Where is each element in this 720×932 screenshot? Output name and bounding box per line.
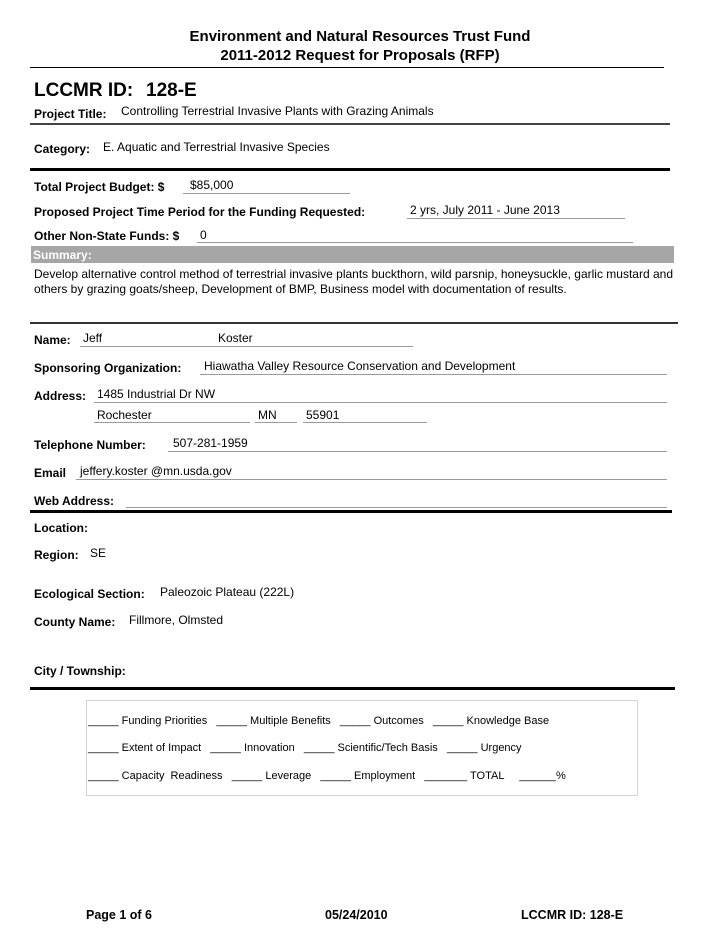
lccmr-id-value: 128-E	[146, 80, 197, 101]
web-address-underline	[126, 507, 667, 508]
time-period-value: 2 yrs, July 2011 - June 2013	[410, 203, 560, 217]
category-value: E. Aquatic and Terrestrial Invasive Species	[103, 140, 330, 154]
sponsor-org-value: Hiawatha Valley Resource Conservation and Development	[204, 359, 516, 373]
budget-underline	[183, 193, 350, 194]
non-state-underline	[197, 242, 633, 243]
scoring-row-1: _____ Funding Priorities _____ Multiple Benefits _____ Outcomes _____ Knowledge Base	[88, 715, 550, 727]
last-name-value: Koster	[218, 331, 253, 345]
name-underline	[80, 346, 413, 347]
email-value: jeffery.koster @mn.usda.gov	[80, 464, 232, 478]
contact-rule	[30, 510, 672, 513]
non-state-label: Other Non-State Funds: $	[34, 229, 180, 243]
footer-lccmr-id: LCCMR ID: 128-E	[521, 908, 624, 922]
summary-bar	[31, 246, 674, 263]
lccmr-id-label: LCCMR ID:	[34, 80, 134, 101]
sponsor-org-underline	[200, 374, 667, 375]
name-label: Name:	[34, 333, 71, 347]
scoring-row-2: _____ Extent of Impact _____ Innovation _____ Scientific/Tech Basis _____ Urgency	[88, 742, 522, 754]
budget-label: Total Project Budget: $	[34, 180, 165, 194]
summary-rule	[30, 322, 678, 324]
city-township-label: City / Township:	[34, 664, 126, 678]
title-rule	[30, 123, 670, 125]
summary-text: Develop alternative control method of terrestrial invasive plants buckthorn, wild parsnip, honeysuckle, garlic mustard and others by grazing goats/sheep, Development of BMP, Business model with documentation of results.	[34, 267, 673, 296]
email-label: Email	[34, 466, 67, 480]
city-value: Rochester	[97, 408, 152, 422]
telephone-value: 507-281-1959	[173, 436, 248, 450]
header-rule	[30, 67, 664, 68]
address-label: Address:	[34, 389, 87, 403]
summary-label: Summary:	[33, 248, 92, 262]
first-name-value: Jeff	[83, 331, 103, 345]
location-label: Location:	[34, 521, 88, 535]
header-title: Environment and Natural Resources Trust Fund	[189, 28, 531, 45]
region-value: SE	[90, 546, 107, 560]
region-label: Region:	[34, 548, 79, 562]
county-name-label: County Name:	[34, 615, 116, 629]
footer-date: 05/24/2010	[325, 908, 388, 922]
email-underline	[76, 479, 667, 480]
ecological-section-value: Paleozoic Plateau (222L)	[160, 585, 295, 599]
non-state-value: 0	[200, 228, 207, 242]
street-value: 1485 Industrial Dr NW	[97, 387, 216, 401]
time-period-label: Proposed Project Time Period for the Funding Requested:	[34, 205, 366, 219]
web-address-label: Web Address:	[34, 494, 115, 508]
project-title-value: Controlling Terrestrial Invasive Plants with Grazing Animals	[121, 104, 434, 118]
street-underline	[94, 402, 667, 403]
header-subtitle: 2011-2012 Request for Proposals (RFP)	[220, 47, 500, 64]
zip-value: 55901	[306, 408, 340, 422]
telephone-underline	[168, 451, 667, 452]
state-underline	[255, 422, 297, 423]
county-name-value: Fillmore, Olmsted	[129, 613, 224, 627]
category-label: Category:	[34, 142, 91, 156]
zip-underline	[303, 422, 427, 423]
state-value: MN	[258, 408, 277, 422]
project-title-label: Project Title:	[34, 107, 107, 121]
time-period-underline	[407, 218, 625, 219]
telephone-label: Telephone Number:	[34, 438, 146, 452]
scoring-row-3: _____ Capacity Readiness _____ Leverage _____ Employment _______ TOTAL ______%	[88, 770, 566, 782]
sponsor-org-label: Sponsoring Organization:	[34, 361, 182, 375]
location-rule	[30, 687, 675, 690]
footer-page-number: Page 1 of 6	[86, 908, 152, 922]
city-underline	[94, 422, 250, 423]
ecological-section-label: Ecological Section:	[34, 587, 145, 601]
category-rule	[30, 168, 670, 171]
budget-value: $85,000	[190, 178, 234, 192]
